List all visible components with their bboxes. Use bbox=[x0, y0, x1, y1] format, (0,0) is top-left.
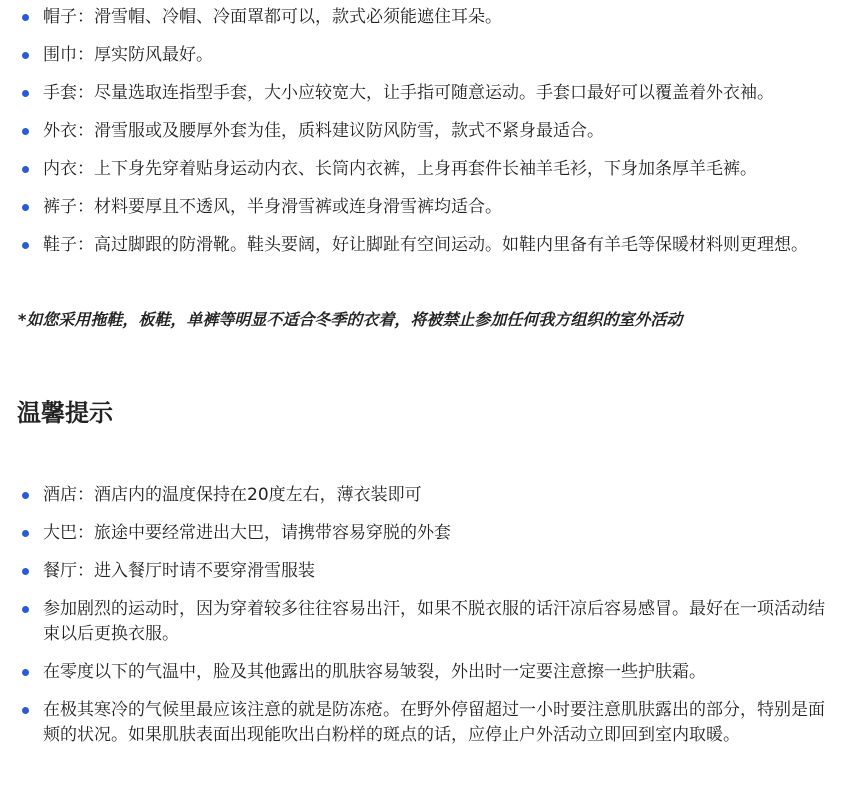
list-item bbox=[0, 521, 853, 546]
bullet-icon bbox=[22, 52, 29, 59]
list-item-text: 参加剧烈的运动时，因为穿着较多往往容易出汗，如果不脱衣服的话汗凉后容易感冒。最好在一项活动结束以后更换衣服。 bbox=[43, 599, 825, 644]
list-item-text: 帽子：滑雪帽、冷帽、冷面罩都可以，款式必须能遮住耳朵。 bbox=[43, 7, 502, 27]
list-item bbox=[0, 43, 853, 68]
list-item-text: 在零度以下的气温中，脸及其他露出的肌肤容易皱裂，外出时一定要注意擦一些护肤霜。 bbox=[43, 662, 706, 682]
list-item bbox=[0, 660, 853, 685]
clothing-notice: *如您采用拖鞋，板鞋，单裤等明显不适合冬季的衣着，将被禁止参加任何我方组织的室外活动 bbox=[18, 310, 683, 329]
list-item-text: 餐厅：进入餐厅时请不要穿滑雪服装 bbox=[43, 561, 315, 581]
bullet-icon bbox=[22, 669, 29, 676]
list-item-text: 围巾：厚实防风最好。 bbox=[43, 45, 213, 65]
bullet-icon bbox=[22, 707, 29, 714]
list-item bbox=[0, 119, 853, 144]
bullet-icon bbox=[22, 568, 29, 575]
bullet-icon bbox=[22, 606, 29, 613]
list-item-text: 鞋子：高过脚跟的防滑靴。鞋头要阔，好让脚趾有空间运动。如鞋内里备有羊毛等保暖材料则更理想。 bbox=[43, 235, 808, 255]
tips-list bbox=[0, 483, 853, 761]
list-item bbox=[0, 597, 853, 647]
list-item bbox=[0, 483, 853, 508]
bullet-icon bbox=[22, 204, 29, 211]
bullet-icon bbox=[22, 128, 29, 135]
bullet-icon bbox=[22, 242, 29, 249]
list-item-text: 内衣：上下身先穿着贴身运动内衣、长筒内衣裤，上身再套件长袖羊毛衫，下身加条厚羊毛裤。 bbox=[43, 159, 757, 179]
list-item bbox=[0, 233, 853, 258]
bullet-icon bbox=[22, 90, 29, 97]
list-item-text: 在极其寒冷的气候里最应该注意的就是防冻疮。在野外停留超过一小时要注意肌肤露出的部分，特别是面颊的状况。如果肌肤表面出现能吹出白粉样的斑点的话，应停止户外活动立即回到室内取暖。 bbox=[43, 700, 825, 745]
bullet-icon bbox=[22, 530, 29, 537]
list-item bbox=[0, 559, 853, 584]
list-item bbox=[0, 698, 853, 748]
list-item bbox=[0, 81, 853, 106]
list-item-text: 手套：尽量选取连指型手套，大小应较宽大，让手指可随意运动。手套口最好可以覆盖着外衣袖。 bbox=[43, 83, 774, 103]
list-item bbox=[0, 5, 853, 30]
list-item-text: 大巴：旅途中要经常进出大巴，请携带容易穿脱的外套 bbox=[43, 523, 451, 543]
list-item bbox=[0, 195, 853, 220]
list-item bbox=[0, 157, 853, 182]
list-item-text: 裤子：材料要厚且不透风，半身滑雪裤或连身滑雪裤均适合。 bbox=[43, 197, 502, 217]
bullet-icon bbox=[22, 14, 29, 21]
section-title-tips: 温馨提示 bbox=[17, 399, 113, 427]
clothing-list bbox=[0, 5, 853, 271]
bullet-icon bbox=[22, 492, 29, 499]
bullet-icon bbox=[22, 166, 29, 173]
list-item-text: 外衣：滑雪服或及腰厚外套为佳，质料建议防风防雪，款式不紧身最适合。 bbox=[43, 121, 604, 141]
list-item-text: 酒店：酒店内的温度保持在20度左右，薄衣装即可 bbox=[43, 485, 422, 505]
